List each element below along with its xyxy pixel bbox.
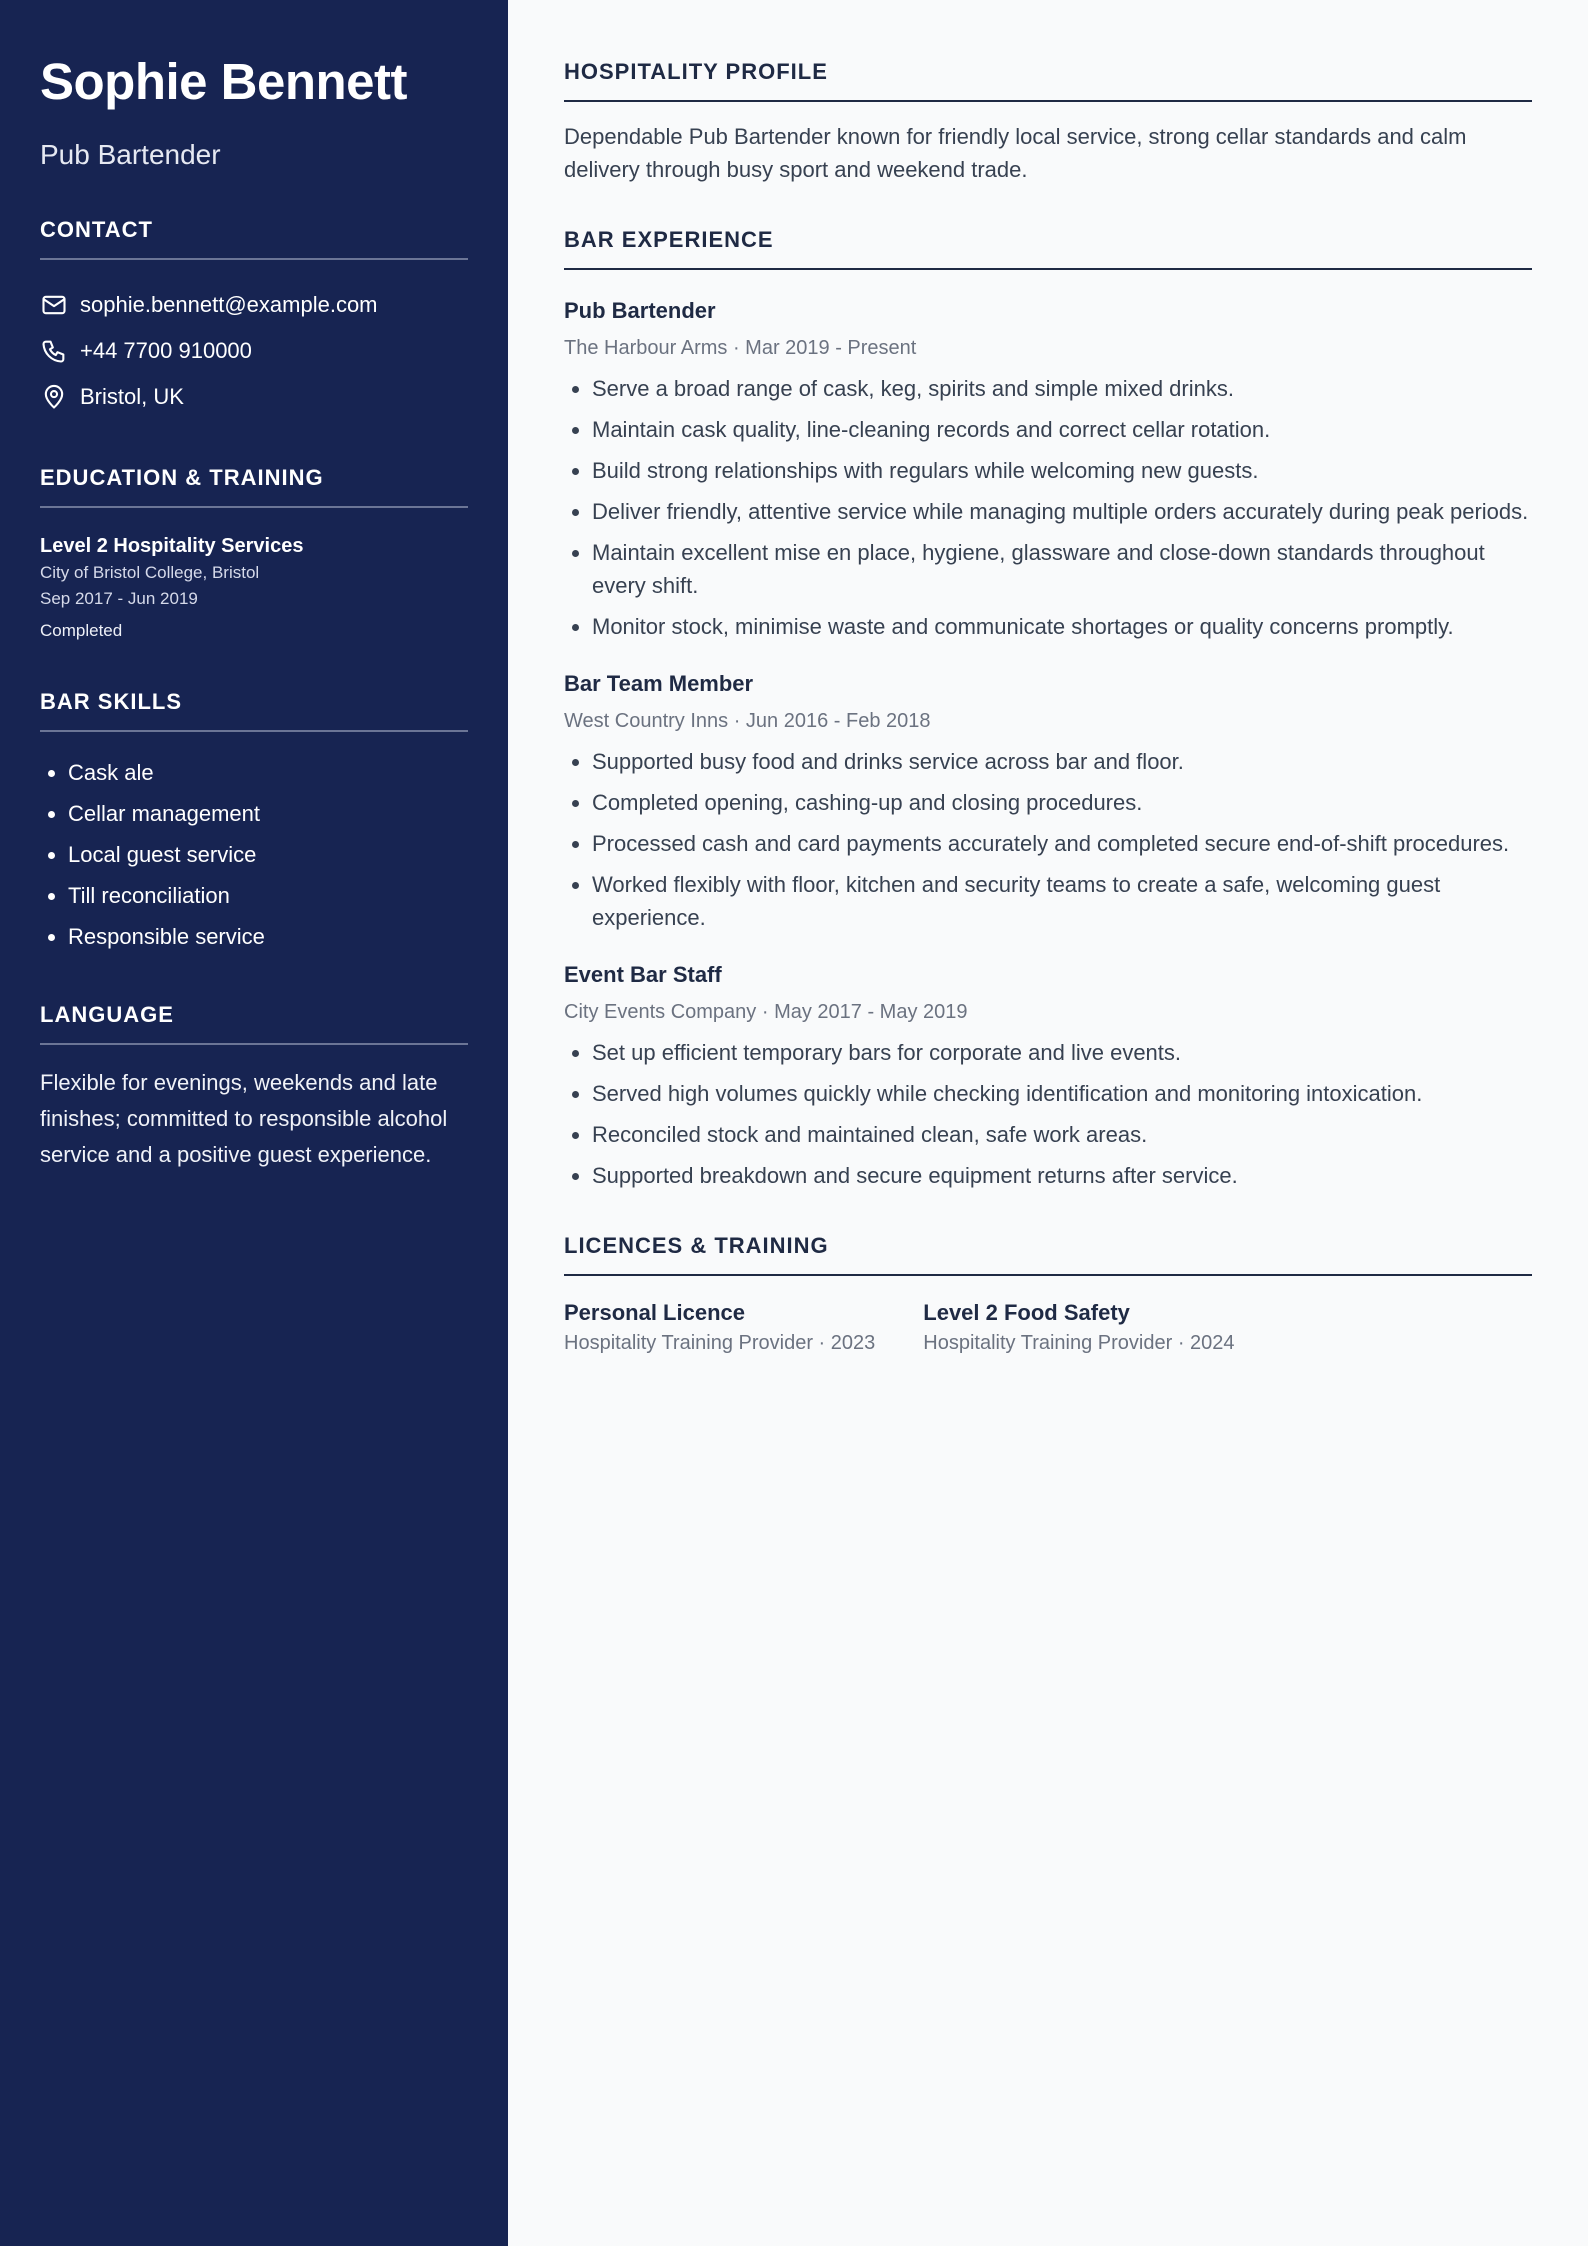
job-bullet: • Maintain cask quality, line-cleaning records and correct cellar rotation. (592, 413, 1532, 446)
licence-item (923, 1298, 1234, 1358)
licences-heading: LICENCES & TRAINING (564, 1232, 1532, 1276)
skill-item: • Local guest service (68, 834, 468, 875)
sidebar (0, 0, 508, 2246)
skill-item: • Responsible service (68, 916, 468, 957)
skill-item: • Cask ale (68, 752, 468, 793)
profile-heading: HOSPITALITY PROFILE (564, 58, 1532, 102)
job-title: Event Bar Staff (564, 962, 722, 987)
job-bullet: • Monitor stock, minimise waste and communicate shortages or quality concerns promptly. (592, 610, 1532, 643)
education-status: Completed (40, 621, 123, 640)
main-content (564, 58, 1532, 1358)
contact-phone[interactable] (40, 328, 468, 374)
education-heading: EDUCATION & TRAINING (40, 464, 468, 508)
job-meta: The Harbour Arms · Mar 2019 - Present (564, 337, 917, 359)
job-bullet: • Completed opening, cashing-up and closing procedures. (592, 786, 1532, 819)
contact-phone-text: +44 7700 910000 (80, 338, 252, 363)
job-bullet: • Set up efficient temporary bars for corporate and live events. (592, 1036, 1532, 1069)
skill-item: • Till reconciliation (68, 875, 468, 916)
job-bullet: • Deliver friendly, attentive service while managing multiple orders accurately during peak periods. (592, 495, 1532, 528)
job-bullets (564, 372, 1532, 643)
licence-title: Personal Licence (564, 1300, 745, 1325)
phone-icon (40, 337, 68, 365)
job-entry (564, 960, 1532, 1192)
licence-meta: Hospitality Training Provider · 2024 (923, 1332, 1235, 1354)
experience-heading: BAR EXPERIENCE (564, 226, 1532, 270)
licence-title: Level 2 Food Safety (923, 1300, 1130, 1325)
job-entry (564, 296, 1532, 643)
skill-item: • Cellar management (68, 793, 468, 834)
job-bullet: • Supported breakdown and secure equipment returns after service. (592, 1159, 1532, 1192)
skills-list (40, 752, 468, 957)
map-pin-icon (40, 383, 68, 411)
job-bullet: • Served high volumes quickly while checking identification and monitoring intoxication. (592, 1077, 1532, 1110)
job-bullet: • Reconciled stock and maintained clean, safe work areas. (592, 1118, 1532, 1151)
licences-list (564, 1298, 1532, 1358)
contact-location (40, 374, 468, 420)
job-title: Pub Bartender (564, 298, 716, 323)
job-bullet: • Serve a broad range of cask, keg, spirits and simple mixed drinks. (592, 372, 1532, 405)
licence-meta: Hospitality Training Provider · 2023 (564, 1332, 876, 1354)
contact-location-text: Bristol, UK (80, 384, 184, 409)
contact-heading: CONTACT (40, 216, 468, 260)
job-bullets (564, 1036, 1532, 1192)
education-dates: Sep 2017 - Jun 2019 (40, 589, 198, 608)
education-school: City of Bristol College, Bristol (40, 563, 260, 582)
job-bullet: • Build strong relationships with regulars while welcoming new guests. (592, 454, 1532, 487)
person-role: Pub Bartender (40, 139, 221, 170)
language-text: Flexible for evenings, weekends and late finishes; committed to responsible alcohol service and a positive guest experience. (40, 1070, 448, 1167)
job-bullet: • Worked flexibly with floor, kitchen and security teams to create a safe, welcoming guest experience. (592, 868, 1532, 934)
job-meta: West Country Inns · Jun 2016 - Feb 2018 (564, 710, 931, 732)
job-entry (564, 669, 1532, 934)
job-bullet: • Maintain excellent mise en place, hygiene, glassware and close-down standards throughout every shift. (592, 536, 1532, 602)
contact-list (40, 282, 468, 420)
job-bullet: • Processed cash and card payments accurately and completed secure end-of-shift procedures. (592, 827, 1532, 860)
person-name: Sophie Bennett (40, 53, 408, 110)
job-title: Bar Team Member (564, 671, 754, 696)
contact-email-text: sophie.bennett@example.com (80, 292, 378, 317)
licence-item (564, 1298, 875, 1358)
contact-email[interactable] (40, 282, 468, 328)
job-bullets (564, 745, 1532, 934)
mail-icon (40, 291, 68, 319)
job-bullet: • Supported busy food and drinks service across bar and floor. (592, 745, 1532, 778)
job-meta: City Events Company · May 2017 - May 2019 (564, 1001, 968, 1023)
language-heading: LANGUAGE (40, 1001, 468, 1045)
profile-text: Dependable Pub Bartender known for friendly local service, strong cellar standards and calm delivery through busy sport and weekend trade. (564, 124, 1467, 182)
skills-heading: BAR SKILLS (40, 688, 468, 732)
education-title: Level 2 Hospitality Services (40, 535, 304, 557)
